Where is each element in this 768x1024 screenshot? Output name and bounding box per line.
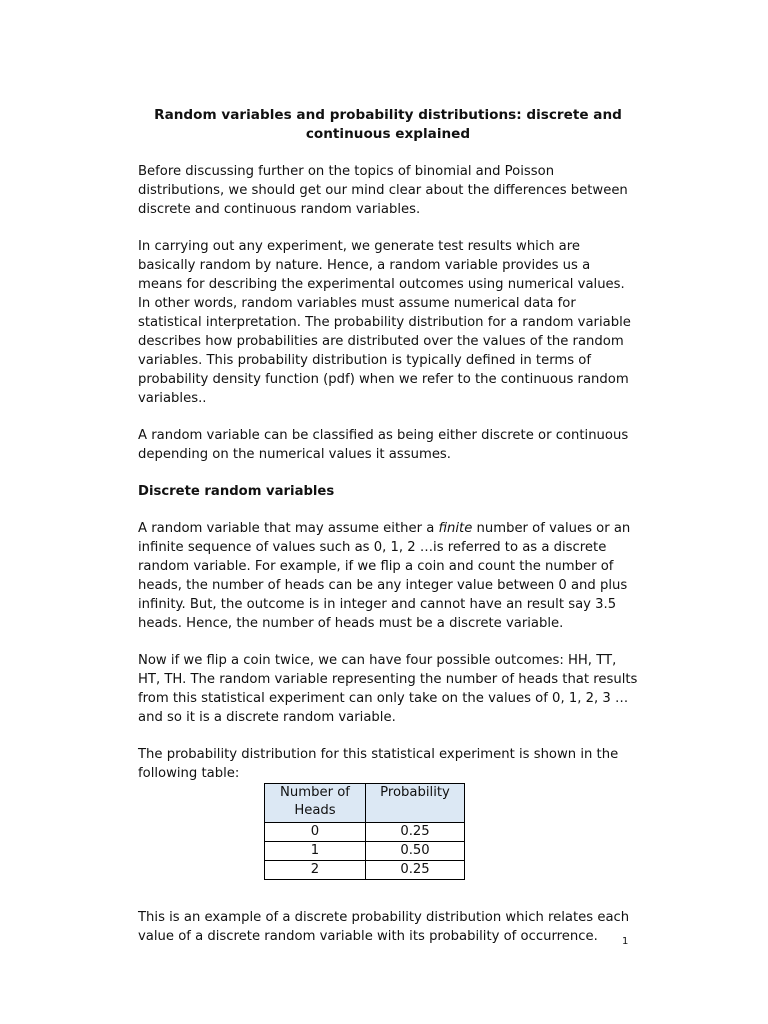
section-heading-discrete: Discrete random variables (138, 484, 335, 499)
text-part: A random variable that may assume either a (138, 521, 439, 536)
table-header-heads: Number of Heads (265, 784, 366, 823)
page-number: 1 (622, 936, 629, 947)
paragraph-coin-flip: Now if we flip a coin twice, we can have four possible outcomes: HH, TT, HT, TH. The random variable representing the number of heads that results from this statistical experiment can only take on the values of 0, 1, 2, 3 …and so it is a discrete random variable. (138, 653, 638, 725)
table-row (265, 842, 465, 861)
table-cell-probability: 0.25 (366, 823, 465, 842)
probability-table (264, 783, 465, 880)
table-cell-heads: 1 (265, 842, 366, 861)
table-row (265, 861, 465, 880)
table-cell-heads: 0 (265, 823, 366, 842)
table-cell-probability: 0.50 (366, 842, 465, 861)
text-emphasis: finite (438, 521, 473, 536)
table-header-probability: Probability (366, 784, 465, 823)
table-cell-heads: 2 (265, 861, 366, 880)
table-cell-probability: 0.25 (366, 861, 465, 880)
table-wrapper (264, 783, 638, 880)
paragraph-intro: Before discussing further on the topics of binomial and Poisson distributions, we should get our mind clear about the differences between discrete and continuous random variables. (138, 164, 628, 217)
paragraph-table-intro: The probability distribution for this statistical experiment is shown in the following table: (138, 747, 619, 781)
paragraph-random-variable: In carrying out any experiment, we generate test results which are basically random by nature. Hence, a random variable provides us a means for describing the experimental outcomes using numerical values. In other words, random variables must assume numerical data for statistical interpretation. The probability distribution for a random variable describes how probabilities are distributed over the values of the random variables. This probability distribution is typically defined in terms of probability density function (pdf) when we refer to the continuous random variables.. (138, 239, 631, 406)
paragraph-conclusion: This is an example of a discrete probability distribution which relates each value of a discrete random variable with its probability of occurrence. (138, 910, 630, 944)
paragraph-classification: A random variable can be classified as being either discrete or continuous depending on the numerical values it assumes. (138, 428, 629, 462)
table-header-row (265, 784, 465, 823)
paragraph-discrete-definition (138, 519, 638, 633)
table-row (265, 823, 465, 842)
text-part: number of values or an infinite sequence of values such as 0, 1, 2 …is referred to as a discrete random variable. For example, if we flip a coin and count the number of heads, the number of heads can be any integer value between 0 and plus infinity. But, the outcome is in integer and cannot have an result say 3.5 heads. Hence, the number of heads must be a discrete variable. (138, 521, 631, 631)
document-title: Random variables and probability distributions: discrete and continuous explained (154, 107, 622, 142)
document-page (138, 106, 638, 964)
